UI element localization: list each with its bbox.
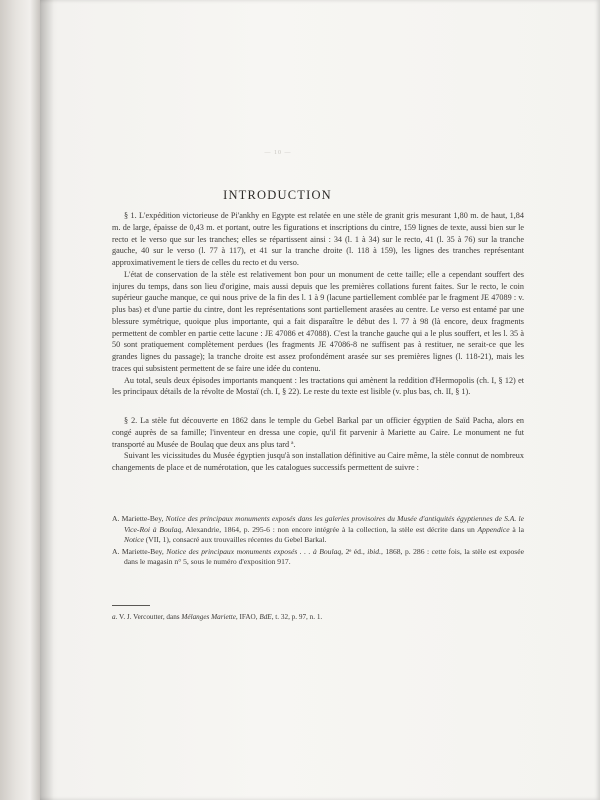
biblio-notice: Notice [124, 535, 144, 545]
facing-page-edge [0, 0, 40, 800]
biblio-details-end: (VII, 1), consacré aux trouvailles récentes du Gebel Barkal. [143, 535, 327, 545]
footnote-text-2: , IFAO, [235, 613, 260, 621]
biblio-ibid: ibid. [367, 546, 381, 556]
biblio-edition: , 2ᵉ éd., [341, 546, 368, 556]
gutter-shadow [40, 0, 54, 800]
section-1 [112, 210, 524, 398]
biblio-appendix: Appendice [477, 524, 510, 534]
bibliography-entry [112, 547, 524, 568]
section-1-paragraph-1: § 1. L'expédition victorieuse de Pi'ankhy en Egypte est relatée en une stèle de granit gris mesurant 1,80 m. de haut, 1,84 m. de large, épaisse de 0,43 m. et portant, outre les figurations et inscriptions du cintre, 159 lignes de texte, aussi bien sur le recto et le verso que sur les tranches; elles se répartissent ainsi : 34 (l. 1 à 34) sur le recto, 41 (l. 35 à 76) sur la tranche gauche, 40 sur le verso (l. 77 à 117), et 41 sur la tranche droite (l. 118 à 159), les lignes des tranches représentant approximativement le tiers de celles du recto et du verso. [112, 211, 524, 267]
biblio-connector: à la [509, 524, 524, 534]
biblio-author: A. Mariette-Bey, [112, 514, 166, 523]
footnote-journal: Mélanges Mariette [181, 613, 236, 621]
section-1-paragraph-2: L'état de conservation de la stèle est relativement bon pour un monument de cette taille; elle a cependant souffert des injures du temps, dans son lieu d'origine, mais aussi depuis que les premières collations furent faites. Sur le recto, le coin supérieur gauche manque, ce qui nous prive de la fin des l. 1 à 9 (lacune partiellement comblée par le fragment JE 47089 : v. plus bas) et d'une partie du cintre, dont les représentations sont partiellement arasées au centre. Le verso est entamé par une blessure symétrique, quoique plus importante, qui a fait disparaître le début des l. 77 à 98 (là encore, deux fragments permettent de combler en partie cette lacune : JE 47086 et 47088). C'est la tranche gauche qui a le plus souffert, et les l. 35 à 50 sont pratiquement complètement perdues (les fragments JE 47086-8 ne suffisent pas à restituer, ne serait-ce que les grandes lignes du passage); la tranche droite est assez profondément arasée sur ses premières lignes (l. 118-21), mais les traces qui subsistent permettent de se faire une idée du contenu. [112, 269, 524, 373]
footnote-marker: a. [112, 613, 118, 621]
footnote-text: V. J. Vercoutter, dans [117, 613, 182, 621]
section-2-paragraph-2: Suivant les vicissitudes du Musée égyptien jusqu'à son installation définitive au Caire même, la stèle connut de nombreux changements de place et de numérotation, que les catalogues successifs permettent de suivre : [112, 451, 524, 472]
page-number-bleed: — 10 — [264, 150, 292, 156]
bibliography-entry [112, 514, 524, 546]
biblio-details: , Alexandrie, 1864, p. 295-6 : non encore intégrée à la collection, la stèle est décrite dans un [181, 524, 478, 534]
bibliography-list [112, 514, 524, 569]
section-2 [112, 415, 524, 474]
biblio-author: A. Mariette-Bey, [112, 546, 167, 556]
footnote-series: BdE [259, 613, 272, 621]
biblio-details-end: , 1868, p. 286 : cette fois, la stèle est exposée dans le magasin n° 5, sous le numéro d'exposition 917. [124, 546, 524, 567]
footnote-text-3: , t. 32, p. 97, n. 1. [271, 613, 323, 621]
section-1-paragraph-3: Au total, seuls deux épisodes importants manquent : les tractations qui amènent la reddition d'Hermopolis (ch. I, § 12) et les principaux détails de la révolte de Mostaï (ch. I, § 22). Le reste du texte est lisible (v. plus bas, ch. II, § 1). [112, 375, 524, 397]
biblio-title: Notice des principaux monuments exposés . . . à Boulaq [166, 546, 342, 556]
book-page [40, 0, 600, 800]
page-title: INTRODUCTION [223, 188, 332, 202]
footnote-rule [112, 605, 150, 606]
biblio-title: Notice des principaux monuments exposés dans les galeries provisoires du Musée d'antiquités égyptiennes de S.A. le Vice-Roi à Boulaq [124, 514, 524, 534]
section-2-paragraph-1: § 2. La stèle fut découverte en 1862 dans le temple du Gebel Barkal par un officier égyptien de Saïd Pacha, alors en congé auprès de sa famille; l'inventeur en dressa une copie, qu'il fit parvenir à Mariette au Caire. Le monument ne fut transporté au Musée de Boulaq que deux ans plus tard ª. [112, 416, 524, 449]
footnote [112, 612, 524, 622]
